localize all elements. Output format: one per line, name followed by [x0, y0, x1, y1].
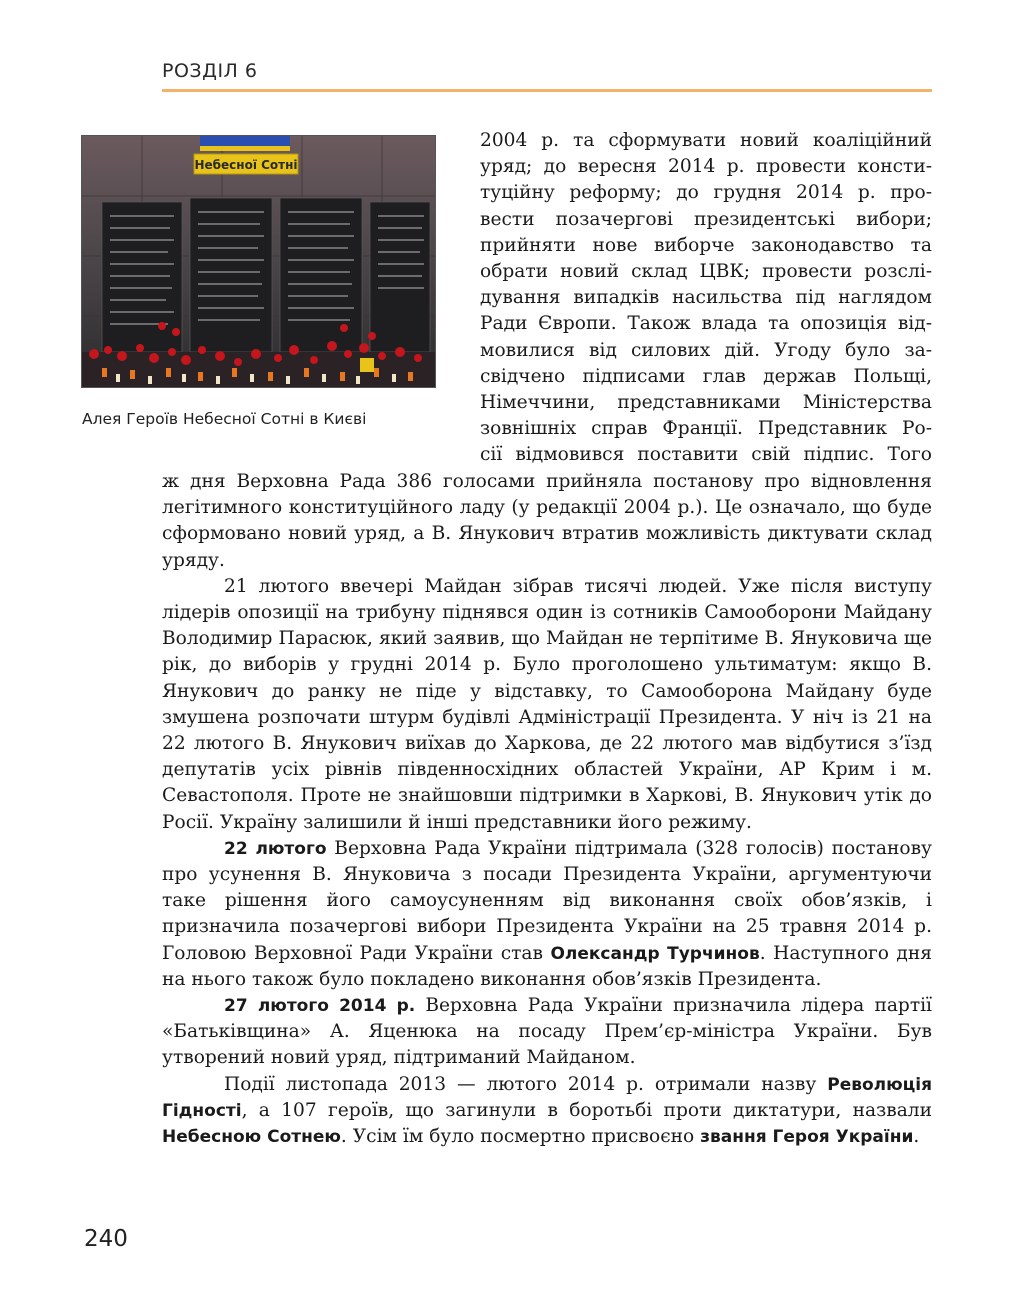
section-header: РОЗДІЛ 6 [162, 60, 258, 82]
sign-text: Небесної Сотні [194, 158, 298, 172]
memorial-photo [82, 136, 435, 387]
intro-column [480, 128, 932, 469]
intro-line: Німеччини, представниками Міністерства [480, 392, 932, 414]
term-heavenly-hundred: Небесною Сотнею [162, 1127, 341, 1148]
page-number: 240 [84, 1226, 128, 1252]
term-revolution-of-dignity: Революція Гідності [162, 1074, 932, 1121]
paragraph-revolution: Події листопада 2013 — лютого 2014 р. отримали назву Революція Гідності, а 107 героїв, що загинули в боротьбі проти диктатури, назвали Небесною Сотнею. Усім їм було посмертно присвоєно звання Героя України. [162, 1073, 932, 1148]
intro-line: вести позачергові президентські вибори; [480, 208, 932, 230]
header-rule [162, 89, 932, 92]
intro-line: зовнішніх справ Франції. Представник Ро- [480, 418, 932, 440]
intro-line: мовилися від силових дій. Угоду було за- [480, 339, 932, 361]
intro-line: туційну реформу; до грудня 2014 р. про- [480, 182, 932, 204]
paragraph-continuation: ж дня Верховна Рада 386 голосами прийняла постанову про відновлення легітимного конституційного ладу (у редакції 2004 р.). Це означало, що буде сформовано новий уряд, а В. Янукович втратив можливість диктувати склад уряду. [162, 471, 932, 571]
intro-line: прийняти нове виборче законодавство та [480, 234, 932, 256]
intro-line: Ради Європи. Також влада та опозиція від- [480, 313, 932, 335]
intro-line: 2004 р. та сформувати новий коаліційний [480, 130, 932, 151]
intro-line: обрати новий склад ЦВК; провести розслі- [480, 261, 932, 283]
photo-caption: Алея Героїв Небесної Сотні в Києві [82, 410, 367, 428]
name-turchynov: Олександр Турчинов [550, 943, 760, 964]
paragraph-feb-27: 27 лютого 2014 р. Верховна Рада України призначила лідера партії «Батьківщина» А. Яценюка на посаду Прем’єр-міністра України. Був утворений новий уряд, підтриманий Майданом. [162, 995, 932, 1069]
memorial-photo-illustration [82, 136, 435, 387]
intro-line: уряд; до вересня 2014 р. провести консти- [480, 156, 932, 178]
intro-line: дування випадків насильства під наглядом [480, 287, 932, 309]
intro-line: свідчено підписами глав держав Польщі, [480, 365, 932, 387]
paragraph-feb-22: 22 лютого Верховна Рада України підтримала (328 голосів) постанову про усунення В. Януковича з посади Президента України, аргументуючи таке рішення його самоусуненням від виконання своїх обов’язків, і призначила позачергові вибори Президента України на 25 травня 2014 р. Головою Верховної Ради України став Олександр Турчинов. Наступного дня на нього також було покладено виконання обов’язків Президента. [162, 837, 932, 990]
main-text [162, 469, 932, 1150]
date-feb-22: 22 лютого [224, 838, 327, 859]
date-feb-27: 27 лютого 2014 р. [224, 996, 416, 1017]
term-hero-of-ukraine: звання Героя України [700, 1127, 914, 1148]
intro-line: сії відмовився поставити свій підпис. Того [480, 444, 932, 466]
paragraph-feb-21: 21 лютого ввечері Майдан зібрав тисячі людей. Уже після виступу лідерів опозиції на трибуну піднявся один із сотників Самооборони Майдану Володимир Парасюк, який заявив, що Майдан не терпітиме В. Януковича ще рік, до виборів у грудні 2014 р. Було проголошено ультиматум: якщо В. Янукович до ранку не піде у відставку, то Самооборона Майдану буде змушена розпочати штурм будівлі Адміністрації Президента. У ніч із 21 на 22 лютого В. Янукович виїхав до Харкова, де 22 лютого мав відбутися з’їзд депутатів усіх рівнів південносхідних областей України, АР Крим і м. Севастополя. Проте не знайшовши підтримки в Харкові, В. Янукович утік до Росії. Україну залишили й інші представники його режиму. [162, 575, 932, 833]
